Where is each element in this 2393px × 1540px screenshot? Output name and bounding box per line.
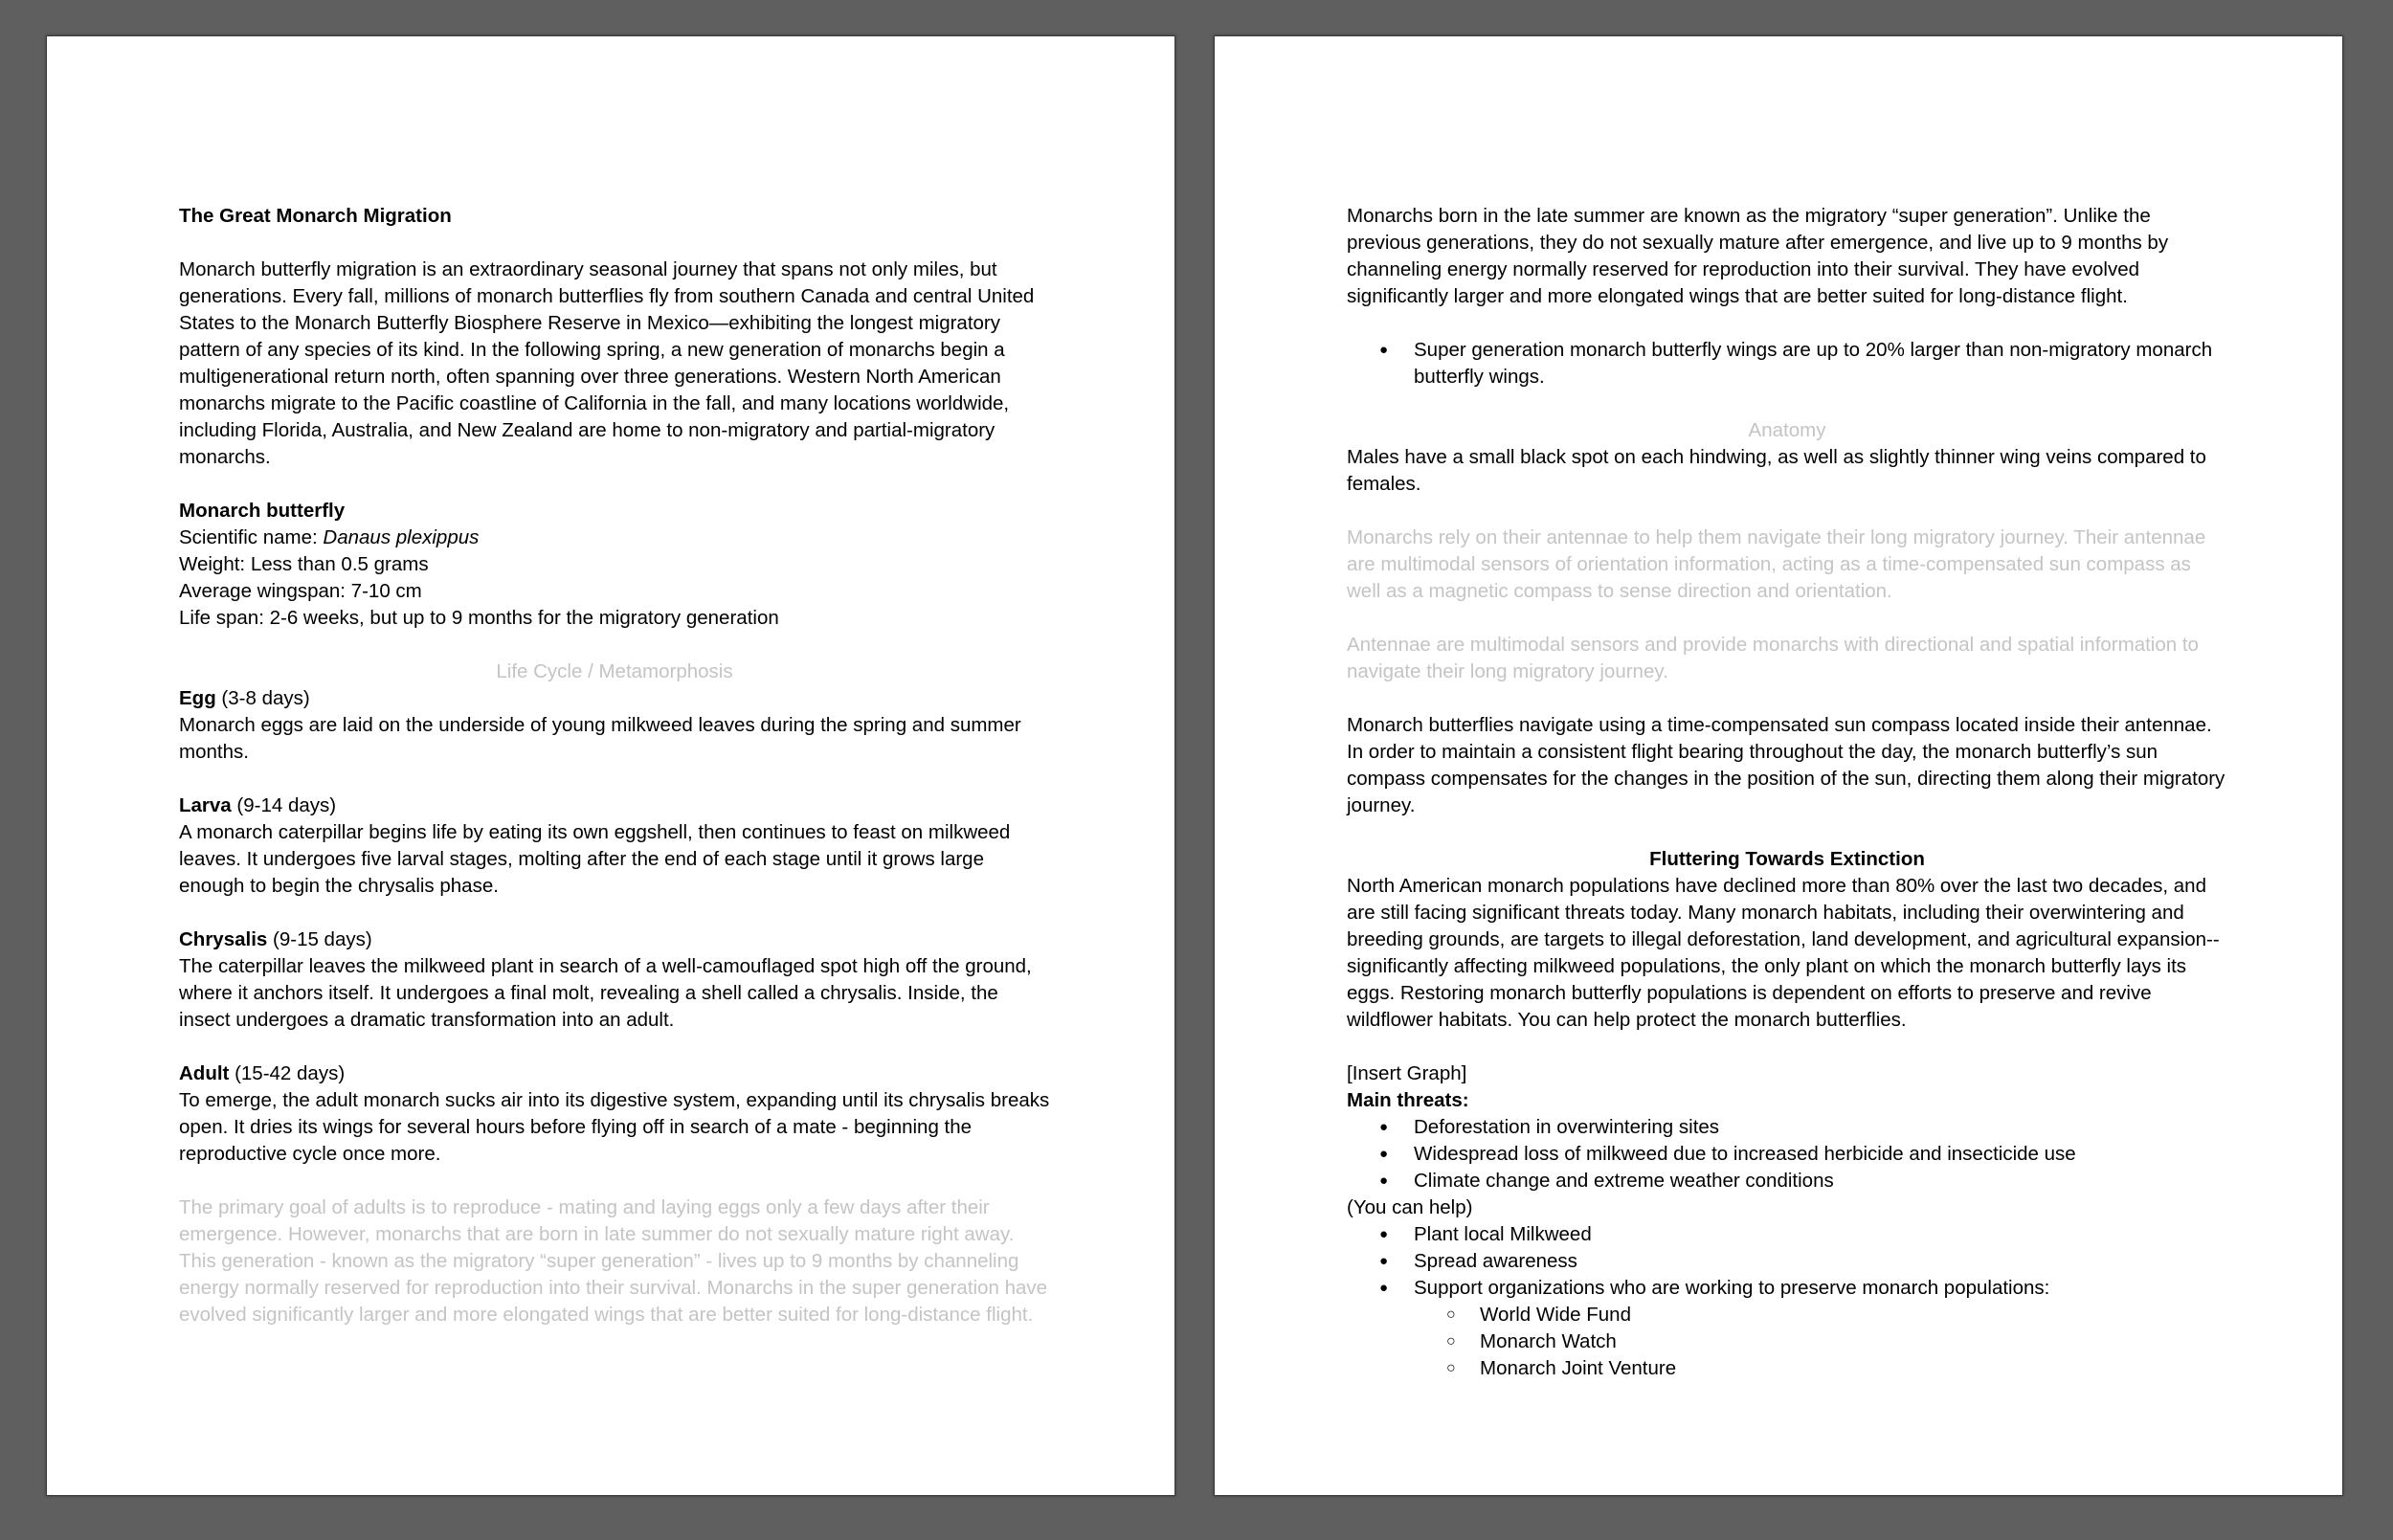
faded-reproduction-paragraph: The primary goal of adults is to reproduce - mating and laying eggs only a few days after their emergence. However, monarchs that are born in late summer do not sexually mature right away. This generation - known as the migratory “super generation” - lives up to 9 months by channeling energy normally reserved for reproduction into their survival. Monarchs in the super generation have evolved significantly larger and more elongated wings that are better suited for long-distance flight.: [179, 1196, 1048, 1326]
document-page-2[interactable]: [1214, 35, 2343, 1496]
scientific-name-line: [179, 524, 1050, 551]
extinction-heading: Fluttering Towards Extinction: [1649, 848, 1925, 870]
stage-adult: [179, 1060, 1050, 1168]
faded-antennae-paragraph-2: Antennae are multimodal sensors and provide monarchs with directional and spatial information to navigate their long migratory journey.: [1347, 634, 2199, 682]
stage-name: Egg: [179, 687, 216, 709]
threats-heading: Main threats:: [1347, 1089, 1469, 1111]
faded-antennae-paragraph-1: Monarchs rely on their antennae to help them navigate their long migratory journey. Their antennae are multimodal sensors of orientation information, acting as a time-compensated sun compass as well as a magnetic compass to sense direction and orientation.: [1347, 526, 2206, 602]
weight-line: Weight: Less than 0.5 grams: [179, 553, 429, 575]
stage-larva: [179, 792, 1050, 900]
anatomy-paragraph: Males have a small black spot on each hindwing, as well as slightly thinner wing veins compared to females.: [1347, 446, 2206, 495]
stage-title: [179, 926, 1050, 953]
stage-duration: (9-15 days): [267, 928, 372, 950]
list-item: ● Climate change and extreme weather conditions: [1347, 1168, 2227, 1194]
stage-egg: [179, 685, 1050, 766]
organizations-list: [1347, 1302, 2227, 1382]
list-item: ● Super generation monarch butterfly wings are up to 20% larger than non-migratory monarch butterfly wings.: [1347, 337, 2227, 391]
navigation-paragraph: Monarch butterflies navigate using a time-compensated sun compass located inside their antennae. In order to maintain a consistent flight bearing throughout the day, the monarch butterfly’s sun compass compensates for the changes in the position of the sun, directing them along their migratory journey.: [1347, 714, 2225, 816]
list-item: ● Widespread loss of milkweed due to increased herbicide and insecticide use: [1347, 1141, 2227, 1168]
stage-duration: (9-14 days): [231, 794, 337, 816]
page-1-content: [179, 203, 1050, 1328]
stage-name: Larva: [179, 794, 232, 816]
insert-graph-placeholder: [Insert Graph]: [1347, 1062, 1467, 1084]
extinction-paragraph: North American monarch populations have declined more than 80% over the last two decades, and are still facing significant threats today. Many monarch habitats, including their overwintering and breeding grounds, are targets to illegal deforestation, land development, and agricultural expansion--significantly affecting milkweed populations, the only plant on which the monarch butterfly lays its eggs. Restoring monarch butterfly populations is dependent on efforts to preserve and revive wildflower habitats. You can help protect the monarch butterflies.: [1347, 875, 2220, 1031]
stage-title: [179, 792, 1050, 819]
intro-paragraph: Monarch butterfly migration is an extraordinary seasonal journey that spans not only miles, but generations. Every fall, millions of monarch butterflies fly from southern Canada and central United States to the Monarch Butterfly Biosphere Reserve in Mexico—exhibiting the longest migratory pattern of any species of its kind. In the following spring, a new generation of monarchs begin a multigenerational return north, often spanning over three generations. Western North American monarchs migrate to the Pacific coastline of California in the fall, and many locations worldwide, including Florida, Australia, and New Zealand are home to non-migratory and partial-migratory monarchs.: [179, 258, 1035, 468]
super-generation-list: [1347, 337, 2227, 391]
stage-name: Chrysalis: [179, 928, 268, 950]
list-item: ○ Monarch Watch: [1347, 1328, 2227, 1355]
page-2-content: [1347, 203, 2227, 1382]
list-item: ● Spread awareness: [1347, 1248, 2227, 1275]
document-title: The Great Monarch Migration: [179, 205, 452, 227]
scientific-name-value: Danaus plexippus: [323, 526, 480, 548]
anatomy-heading: Anatomy: [1748, 419, 1826, 441]
stage-name: Adult: [179, 1062, 230, 1084]
lifespan-line: Life span: 2-6 weeks, but up to 9 months for the migratory generation: [179, 607, 779, 629]
list-item: ○ World Wide Fund: [1347, 1302, 2227, 1328]
stage-text: To emerge, the adult monarch sucks air into its digestive system, expanding until its chrysalis breaks open. It dries its wings for several hours before flying off in search of a mate - beginning the reproductive cycle once more.: [179, 1089, 1050, 1165]
list-item: ● Plant local Milkweed: [1347, 1221, 2227, 1248]
facts-heading: Monarch butterfly: [179, 500, 346, 522]
help-heading: (You can help): [1347, 1196, 1473, 1218]
threats-list: [1347, 1114, 2227, 1194]
list-item: ○ Monarch Joint Venture: [1347, 1355, 2227, 1382]
help-list: [1347, 1221, 2227, 1302]
stage-duration: (15-42 days): [229, 1062, 346, 1084]
list-item: ● Deforestation in overwintering sites: [1347, 1114, 2227, 1141]
super-generation-paragraph: Monarchs born in the late summer are known as the migratory “super generation”. Unlike the previous generations, they do not sexually mature after emergence, and live up to 9 months by channeling energy normally reserved for reproduction into their survival. They have evolved significantly larger and more elongated wings that are better suited for long-distance flight.: [1347, 205, 2169, 307]
stage-title: [179, 1060, 1050, 1087]
stage-title: [179, 685, 1050, 712]
stage-text: Monarch eggs are laid on the underside of young milkweed leaves during the spring and summer months.: [179, 714, 1021, 763]
stage-text: The caterpillar leaves the milkweed plant in search of a well-camouflaged spot high off the ground, where it anchors itself. It undergoes a final molt, revealing a shell called a chrysalis. Inside, the insect undergoes a dramatic transformation into an adult.: [179, 955, 1032, 1031]
stage-duration: (3-8 days): [215, 687, 310, 709]
wingspan-line: Average wingspan: 7-10 cm: [179, 580, 422, 602]
lifecycle-heading: Life Cycle / Metamorphosis: [496, 660, 733, 682]
list-item: ● Support organizations who are working to preserve monarch populations:: [1347, 1275, 2227, 1302]
stage-chrysalis: [179, 926, 1050, 1034]
stage-text: A monarch caterpillar begins life by eating its own eggshell, then continues to feast on milkweed leaves. It undergoes five larval stages, molting after the end of each stage until it grows large enough to begin the chrysalis phase.: [179, 821, 1011, 897]
scientific-name-label: Scientific name:: [179, 526, 324, 548]
document-page-1[interactable]: [46, 35, 1175, 1496]
